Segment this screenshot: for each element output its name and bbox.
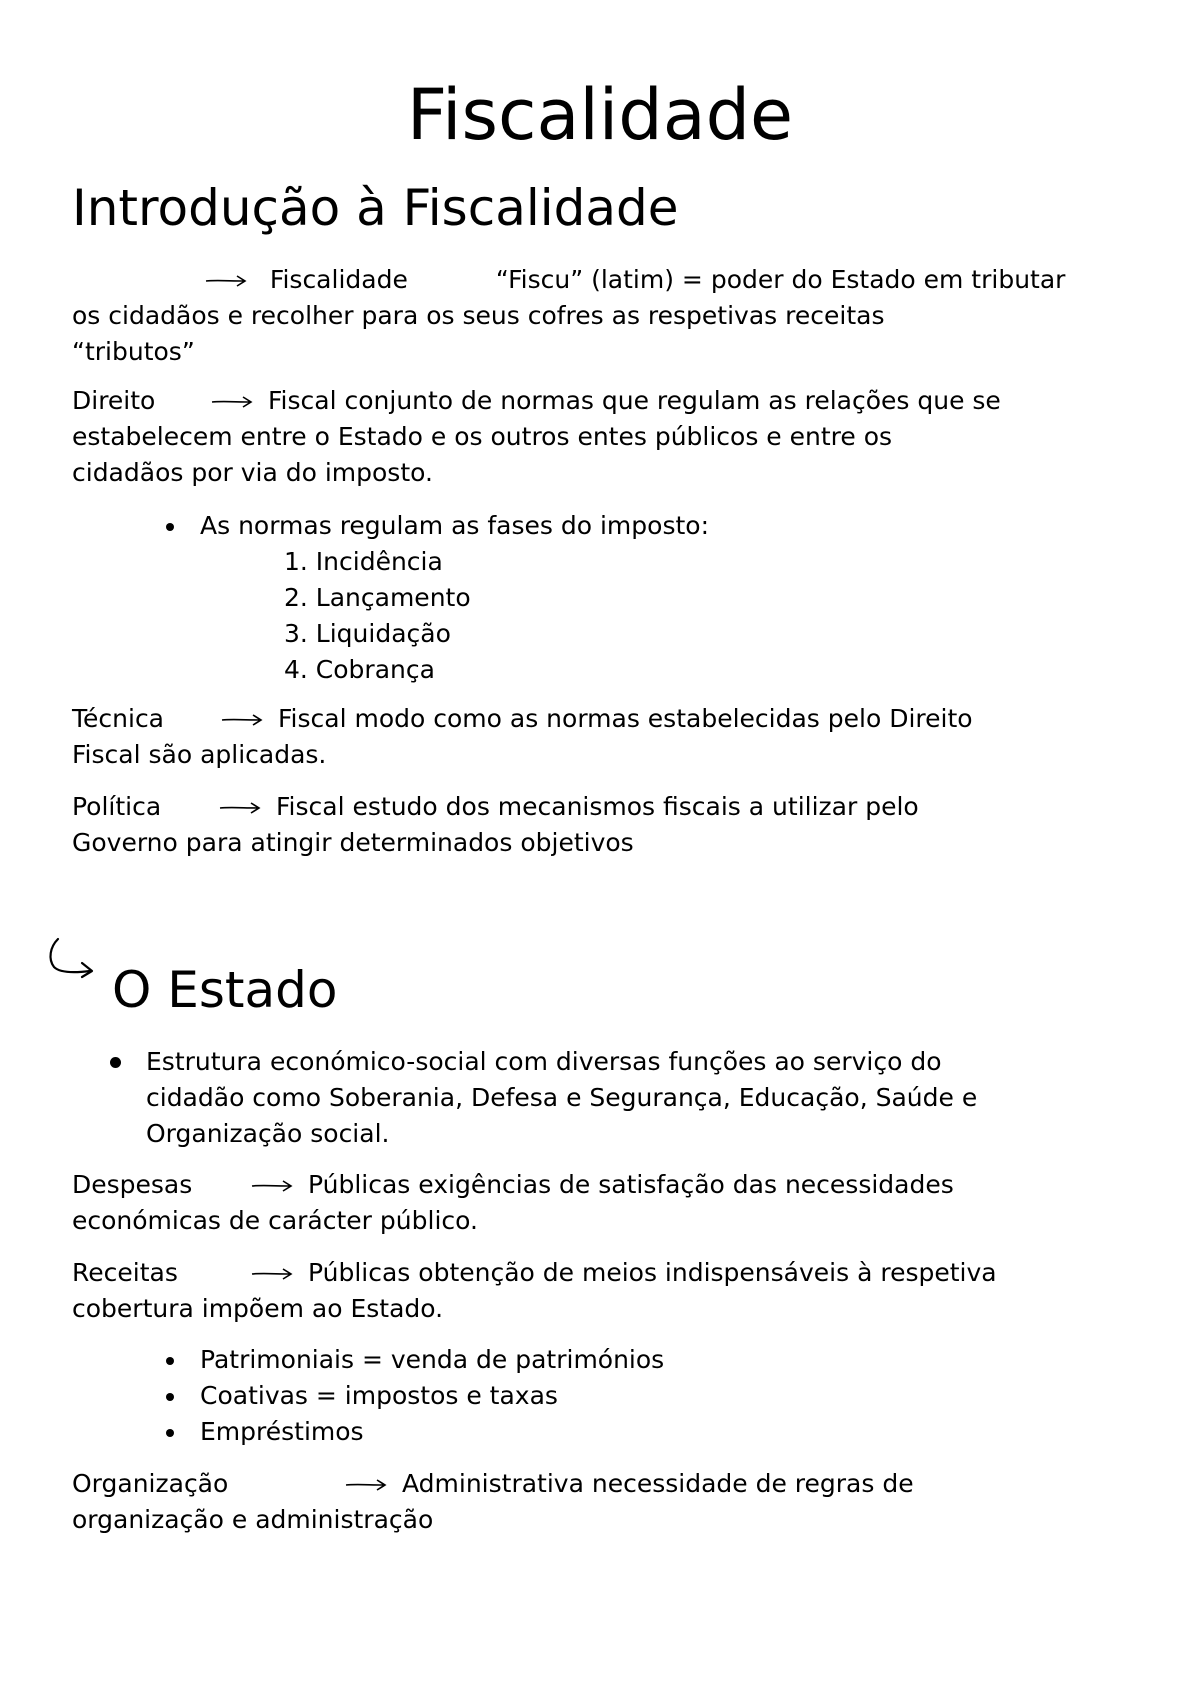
term-receitas: Receitas: [72, 1258, 178, 1287]
bullet-list-fases: [164, 508, 709, 544]
paragraph-text: cobertura impõem ao Estado.: [72, 1294, 444, 1323]
right-arrow-icon: [250, 1178, 296, 1194]
bullet-icon: [166, 1393, 174, 1401]
paragraph-despesas: [72, 1167, 1142, 1239]
list-item: 4. Cobrança: [284, 655, 435, 684]
list-item: 3. Liquidação: [284, 619, 451, 648]
right-arrow-icon: [218, 800, 264, 816]
bullet-list-receitas: [164, 1342, 664, 1450]
paragraph-direito: [72, 383, 1142, 491]
list-item: Coativas = impostos e taxas: [164, 1378, 664, 1414]
paragraph-text: organização e administração: [72, 1505, 434, 1534]
paragraph-text: Fiscal modo como as normas estabelecidas pelo Direito: [278, 704, 973, 733]
right-arrow-icon: [250, 1266, 296, 1282]
term-despesas: Despesas: [72, 1170, 193, 1199]
paragraph-politica: [72, 789, 1142, 861]
paragraph-text: económicas de carácter público.: [72, 1206, 478, 1235]
right-arrow-icon: [204, 273, 250, 289]
paragraph-organizacao: [72, 1466, 1142, 1538]
paragraph-text: Públicas obtenção de meios indispensáveis à respetiva: [308, 1258, 997, 1287]
list-item: Patrimoniais = venda de patrimónios: [164, 1342, 664, 1378]
paragraph-text: Fiscal conjunto de normas que regulam as relações que se: [268, 386, 1001, 415]
list-item: Estrutura económico-social com diversas funções ao serviço do cidadão como Soberania, Defesa e Segurança, Educação, Saúde e Organização social.: [108, 1044, 1108, 1152]
right-arrow-icon: [220, 712, 266, 728]
bullet-icon: [166, 523, 174, 531]
term-fiscalidade: Fiscalidade: [269, 265, 408, 294]
numbered-list-phases: [284, 544, 471, 688]
term-organizacao: Organização: [72, 1469, 229, 1498]
paragraph-text: Administrativa necessidade de regras de: [402, 1469, 914, 1498]
paragraph-receitas: [72, 1255, 1142, 1327]
paragraph-tecnica: [72, 701, 1142, 773]
paragraph-text: os cidadãos e recolher para os seus cofres as respetivas receitas: [72, 301, 885, 330]
term-politica: Política: [72, 792, 162, 821]
term-direito: Direito: [72, 386, 156, 415]
paragraph-text: “Fiscu” (latim) = poder do Estado em tributar: [495, 265, 1066, 294]
list-item: 1. Incidência: [284, 547, 443, 576]
bullet-icon: [166, 1357, 174, 1365]
section-heading-introducao: Introdução à Fiscalidade: [72, 179, 679, 237]
paragraph-text: Fiscal são aplicadas.: [72, 740, 327, 769]
list-item: 2. Lançamento: [284, 583, 471, 612]
paragraph-text: Governo para atingir determinados objetivos: [72, 828, 634, 857]
paragraph-fiscalidade: [72, 262, 1142, 370]
bullet-icon: [166, 1429, 174, 1437]
paragraph-text: “tributos”: [72, 337, 195, 366]
paragraph-text: Fiscal estudo dos mecanismos fiscais a utilizar pelo: [276, 792, 919, 821]
list-item: As normas regulam as fases do imposto:: [164, 508, 709, 544]
bullet-icon: [110, 1057, 121, 1068]
paragraph-text: estabelecem entre o Estado e os outros entes públicos e entre os: [72, 422, 893, 451]
document-title: Fiscalidade: [406, 74, 794, 156]
right-arrow-icon: [344, 1477, 390, 1493]
bullet-list-estado: [108, 1044, 1108, 1152]
paragraph-text: Públicas exigências de satisfação das necessidades: [308, 1170, 954, 1199]
section-heading-estado: O Estado: [112, 961, 338, 1019]
paragraph-text: cidadãos por via do imposto.: [72, 458, 433, 487]
hook-arrow-icon: [44, 935, 100, 987]
right-arrow-icon: [210, 394, 256, 410]
list-item: Empréstimos: [164, 1414, 664, 1450]
term-tecnica: Técnica: [72, 704, 165, 733]
